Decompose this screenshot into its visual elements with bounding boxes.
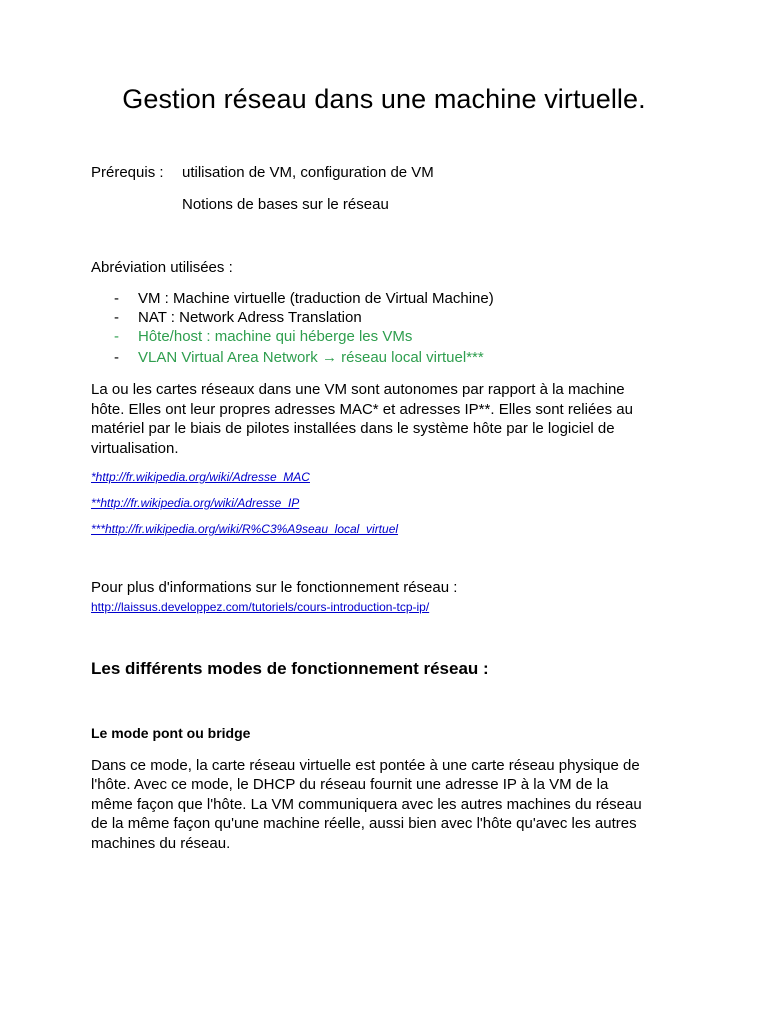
- reference-link[interactable]: *http://fr.wikipedia.org/wiki/Adresse_MAC: [91, 470, 310, 484]
- bullet-dash: -: [114, 328, 119, 345]
- bullet-dash: -: [114, 309, 119, 326]
- paragraph-line: machines du réseau.: [91, 835, 231, 852]
- abbrev-heading: Abréviation utilisées :: [91, 259, 233, 276]
- paragraph-line: virtualisation.: [91, 440, 179, 457]
- prereq-item: Notions de bases sur le réseau: [182, 196, 389, 213]
- list-item-text: VM : Machine virtuelle (traduction de Virtual Machine): [138, 290, 494, 307]
- prereq-item: utilisation de VM, configuration de VM: [182, 164, 434, 181]
- paragraph-line: même façon que l'hôte. La VM communiquera avec les autres machines du réseau: [91, 796, 642, 813]
- reference-link[interactable]: **http://fr.wikipedia.org/wiki/Adresse_IP: [91, 496, 300, 510]
- bullet-dash: -: [114, 290, 119, 307]
- paragraph-line: hôte. Elles ont leur propres adresses MAC* et adresses IP**. Elles sont reliées au: [91, 401, 633, 418]
- tutorial-link[interactable]: http://laissus.developpez.com/tutoriels/cours-introduction-tcp-ip/: [91, 600, 430, 614]
- paragraph-line: Dans ce mode, la carte réseau virtuelle est pontée à une carte réseau physique de: [91, 757, 640, 774]
- paragraph-line: matériel par le biais de pilotes installées dans le système hôte par le logiciel de: [91, 420, 615, 437]
- prereq-label: Prérequis :: [91, 164, 164, 181]
- page-title: Gestion réseau dans une machine virtuelle.: [122, 84, 646, 114]
- paragraph-line: l'hôte. Avec ce mode, le DHCP du réseau fournit une adresse IP à la VM de la: [91, 776, 609, 793]
- paragraph-line: La ou les cartes réseaux dans une VM sont autonomes par rapport à la machine: [91, 381, 625, 398]
- section-heading: Les différents modes de fonctionnement réseau :: [91, 659, 489, 678]
- list-item-text: VLAN Virtual Area Network → réseau local virtuel***: [138, 349, 484, 366]
- subsection-heading: Le mode pont ou bridge: [91, 725, 251, 741]
- paragraph-line: de la même façon qu'une machine réelle, aussi bien avec l'hôte qu'avec les autres: [91, 815, 637, 832]
- list-item-text: NAT : Network Adress Translation: [138, 309, 362, 326]
- list-item-text: Hôte/host : machine qui héberge les VMs: [138, 328, 413, 345]
- reference-link[interactable]: ***http://fr.wikipedia.org/wiki/R%C3%A9seau_local_virtuel: [91, 522, 399, 536]
- more-info-text: Pour plus d'informations sur le fonctionnement réseau :: [91, 579, 458, 596]
- bullet-dash: -: [114, 349, 119, 366]
